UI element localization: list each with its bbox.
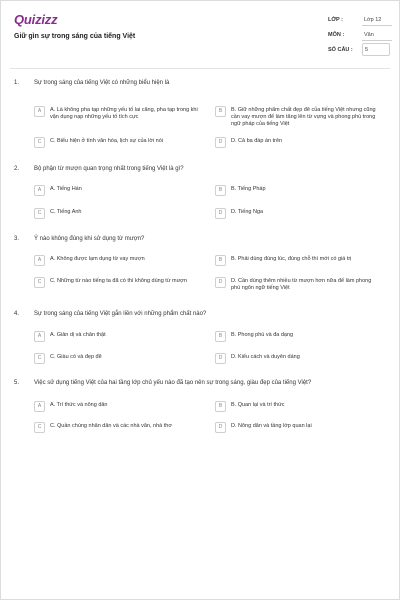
option-badge: D bbox=[215, 137, 226, 148]
option-text: B. Phải dùng đúng lúc, đúng chỗ thì mới có giá trị bbox=[231, 256, 352, 262]
option-text: D. Kiểu cách và duyên dáng bbox=[231, 354, 300, 360]
option-badge: B bbox=[215, 185, 226, 196]
option-badge: B bbox=[215, 331, 226, 342]
option-badge: D bbox=[215, 277, 226, 288]
option-text: B. Tiếng Pháp bbox=[231, 186, 266, 192]
meta-grade-underline bbox=[362, 25, 392, 26]
meta-subject-label: MÔN : bbox=[328, 32, 345, 38]
option-badge: B bbox=[215, 255, 226, 266]
meta-grade-label: LỚP : bbox=[328, 17, 343, 23]
option-text: C. Tiếng Anh bbox=[50, 209, 82, 215]
meta-subject-underline bbox=[362, 40, 392, 41]
option-badge: C bbox=[34, 353, 45, 364]
option-badge: B bbox=[215, 106, 226, 117]
option-text: A. Là không pha tạp những yếu tố lai căng, pha tạp trong khi vận dụng nạp những yếu tố tích cực bbox=[50, 107, 198, 120]
option-badge: A bbox=[34, 255, 45, 266]
question-number: 4. bbox=[14, 311, 20, 317]
page-title: Giữ gìn sự trong sáng của tiếng Việt bbox=[14, 33, 136, 40]
option-badge: A bbox=[34, 185, 45, 196]
option-badge: A bbox=[34, 106, 45, 117]
option-text: A. Tiếng Hán bbox=[50, 186, 82, 192]
question-text: Bộ phận từ mượn quan trọng nhất trong tiếng Việt là gì? bbox=[34, 166, 184, 172]
option-badge: C bbox=[34, 277, 45, 288]
option-badge: A bbox=[34, 331, 45, 342]
option-text: C. Biểu hiện ở tính văn hóa, lịch sự của lời nói bbox=[50, 138, 164, 144]
option-badge: C bbox=[34, 208, 45, 219]
question-text: Sự trong sáng của tiếng Việt có những biểu hiện là bbox=[34, 80, 170, 86]
option-text: C. Quần chúng nhân dân và các nhà văn, nhà thơ bbox=[50, 423, 172, 429]
option-text: B. Quan lại và trí thức bbox=[231, 402, 285, 408]
question-number: 2. bbox=[14, 166, 20, 172]
option-badge: D bbox=[215, 353, 226, 364]
option-text: D. Tiếng Nga bbox=[231, 209, 264, 215]
option-text: B. Phong phú và đa dạng bbox=[231, 332, 294, 338]
header-divider bbox=[10, 68, 390, 69]
option-badge: C bbox=[34, 422, 45, 433]
question-text: Ý nào không đúng khi sử dụng từ mượn? bbox=[34, 236, 145, 242]
option-text: C. Những từ nào tiếng ta đã có thì không dùng từ mượn bbox=[50, 278, 187, 284]
option-badge: D bbox=[215, 208, 226, 219]
meta-count-value: 5 bbox=[365, 47, 369, 53]
header bbox=[0, 0, 400, 68]
option-badge: D bbox=[215, 422, 226, 433]
option-badge: C bbox=[34, 137, 45, 148]
meta-count-label: SỐ CÂU : bbox=[328, 47, 353, 53]
option-badge: B bbox=[215, 401, 226, 412]
question-number: 1. bbox=[14, 80, 20, 86]
option-text: A. Trí thức và nông dân bbox=[50, 402, 108, 408]
meta-grade-value: Lớp 12 bbox=[364, 17, 382, 23]
option-text: C. Giàu có và đẹp đẽ bbox=[50, 354, 102, 360]
option-text: B. Giữ những phẩm chất đẹp đẽ của tiếng Việt nhưng cũng cần vay mượn để làm tăng lên từ vựng và phong phú trong ngữ pháp của tiếng Việt bbox=[231, 107, 376, 127]
option-badge: A bbox=[34, 401, 45, 412]
question-text: Việc sử dụng tiếng Việt của hai tầng lớp chủ yếu nào đã tạo nên sự trong sáng, giàu đẹp của tiếng Việt? bbox=[34, 380, 312, 386]
question-number: 5. bbox=[14, 380, 20, 386]
question-text: Sự trong sáng của tiếng Việt gắn liền với những phẩm chất nào? bbox=[34, 311, 207, 317]
option-text: A. Giản dị và chân thật bbox=[50, 332, 106, 338]
meta-subject-value: Văn bbox=[364, 32, 374, 38]
option-text: D. Nông dân và tầng lớp quan lại bbox=[231, 423, 312, 429]
option-text: D. Cần dùng thêm nhiều từ mượn hơn nữa để làm phong phú ngôn ngữ tiếng Việt bbox=[231, 278, 372, 291]
quizizz-logo: Quizizz bbox=[14, 12, 58, 27]
question-number: 3. bbox=[14, 236, 20, 242]
option-text: A. Không được lạm dụng từ vay mượn bbox=[50, 256, 145, 262]
option-text: D. Cả ba đáp án trên bbox=[231, 138, 283, 144]
